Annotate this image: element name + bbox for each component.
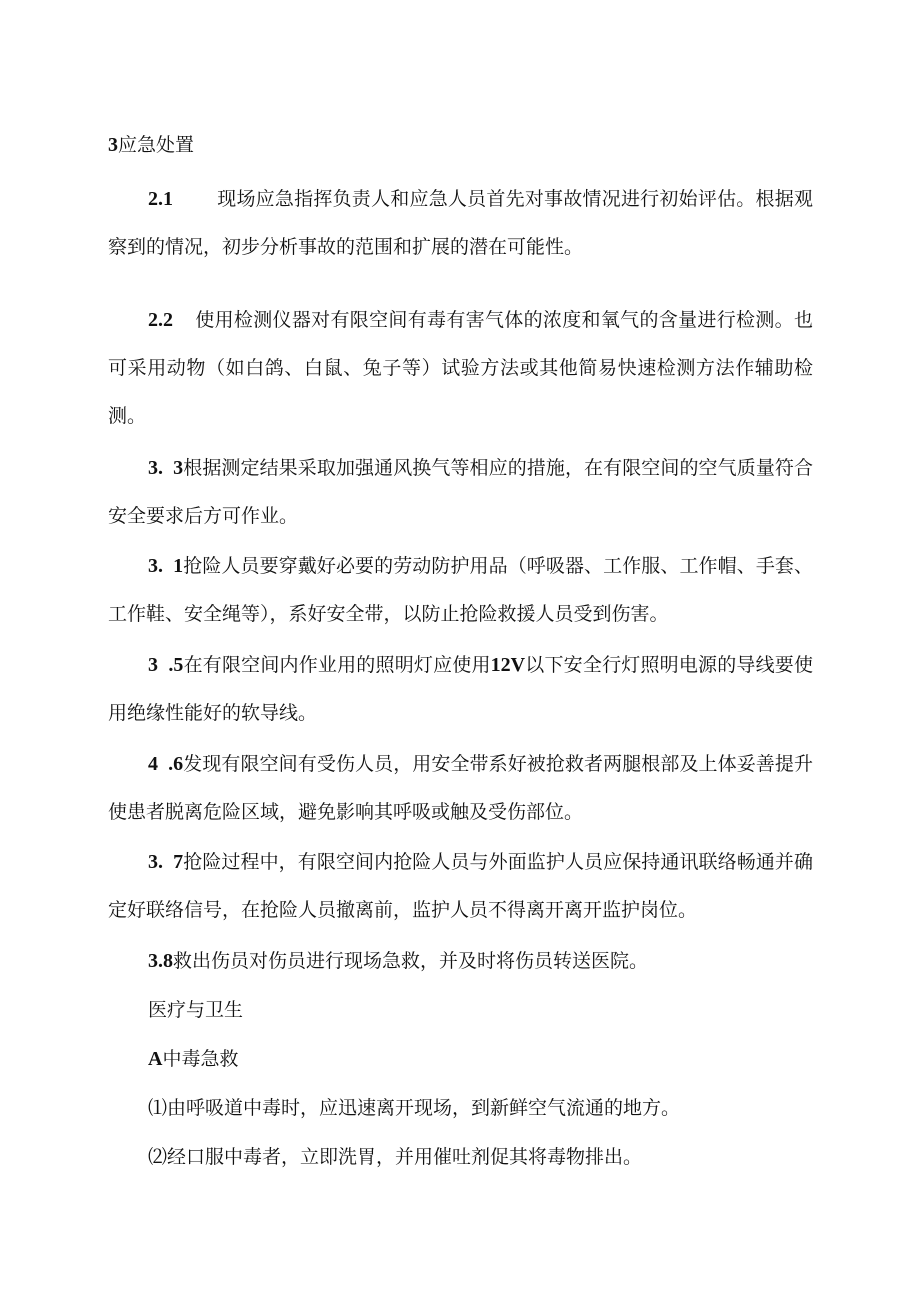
paragraph-4-6: 4 .6发现有限空间有受伤人员，用安全带系好被抢救者两腿根部及上体妥善提升使患者脱离危险区域，避免影响其呼吸或触及受伤部位。 — [108, 753, 813, 823]
paragraph-3-3: 3. 3根据测定结果采取加强通风换气等相应的措施，在有限空间的空气质量符合安全要求后方可作业。 — [108, 457, 813, 527]
paragraph-3-1: 3. 1抢险人员要穿戴好必要的劳动防护用品（呼吸器、工作服、工作帽、手套、工作鞋、安全绳等），系好安全带，以防止抢险救援人员受到伤害。 — [108, 555, 813, 625]
section-title: 3应急处置 — [108, 134, 195, 156]
list-item: ⑴由呼吸道中毒时，应迅速离开现场，到新鲜空气流通的地方。 — [148, 1097, 681, 1119]
paragraph-3-7: 3. 7抢险过程中，有限空间内抢险人员与外面监护人员应保持通讯联络畅通并确定好联络信号，在抢险人员撤离前，监护人员不得离开离开监护岗位。 — [108, 851, 813, 921]
subheading-poison-first-aid: A中毒急救 — [148, 1048, 239, 1070]
paragraph-3-5: 3 .5在有限空间内作业用的照明灯应使用12V以下安全行灯照明电源的导线要使用绝缘性能好的软导线。 — [108, 654, 813, 724]
subheading-medical: 医疗与卫生 — [148, 999, 244, 1021]
list-item: ⑵经口服中毒者，立即洗胃，并用催吐剂促其将毒物排出。 — [148, 1146, 643, 1168]
paragraph-2-2: 2.2 使用检测仪器对有限空间有毒有害气体的浓度和氧气的含量进行检测。也可采用动物（如白鸽、白鼠、兔子等）试验方法或其他简易快速检测方法作辅助检测。 — [108, 309, 813, 427]
paragraph-3-8: 3.8救出伤员对伤员进行现场急救，并及时将伤员转送医院。 — [148, 950, 649, 972]
paragraph-2-1: 2.1 现场应急指挥负责人和应急人员首先对事故情况进行初始评估。根据观察到的情况，初步分析事故的范围和扩展的潜在可能性。 — [108, 188, 813, 258]
